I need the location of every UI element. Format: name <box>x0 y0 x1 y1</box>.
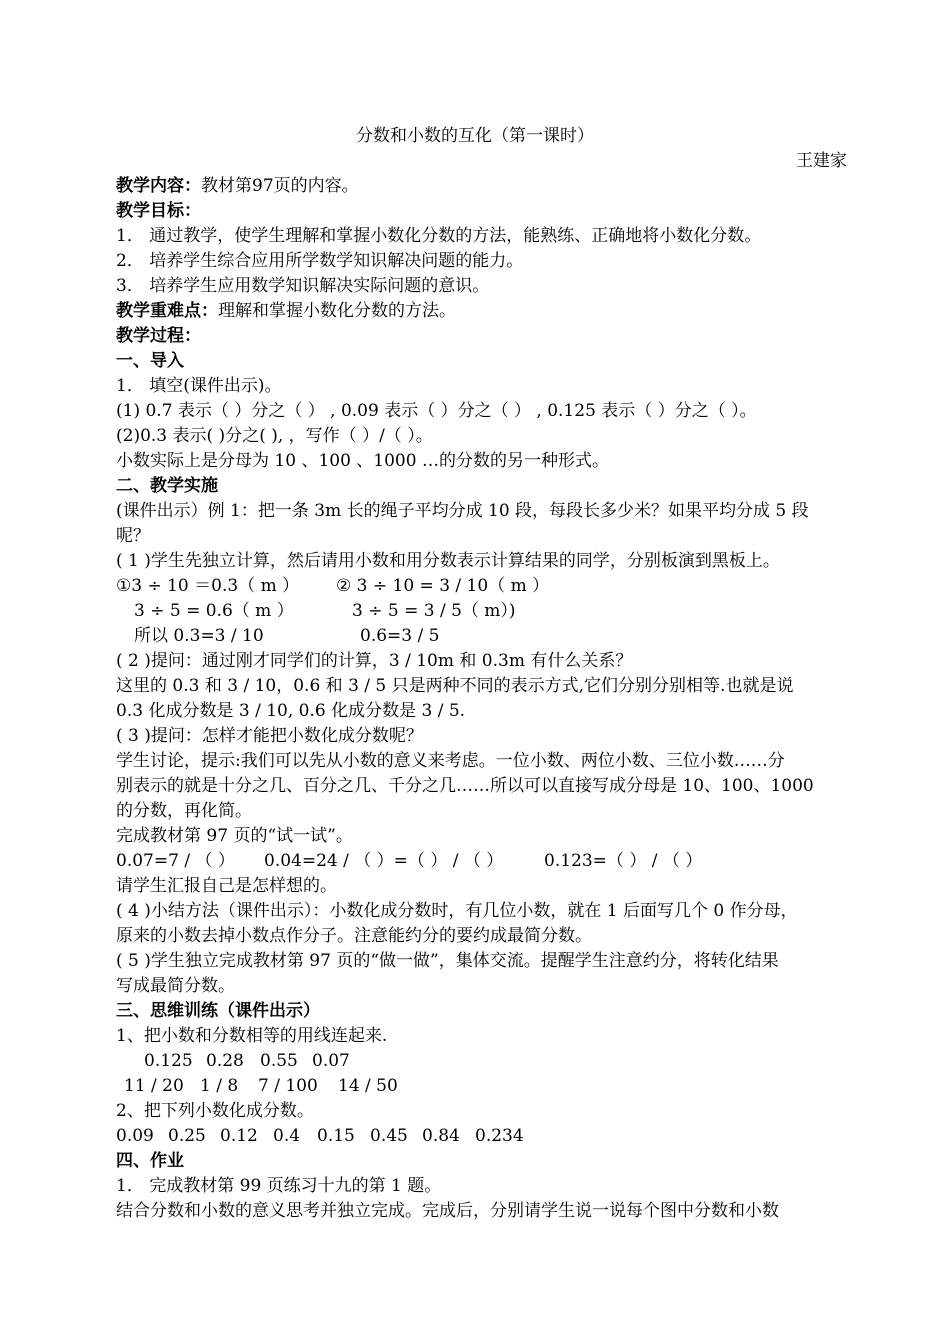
q2-value: 0.234 <box>475 1126 524 1146</box>
section2-tail: ( 5 )学生独立完成教材第 97 页的“做一做”，集体交流。提醒学生注意约分，将转化结果 <box>116 951 779 971</box>
fraction-value: 14 / 50 <box>338 1076 398 1096</box>
try-it-row <box>116 849 850 873</box>
q2-value: 0.4 <box>273 1126 301 1146</box>
teaching-content-text: 教材第97页的内容。 <box>201 176 359 196</box>
q2-value: 0.25 <box>168 1126 206 1146</box>
teaching-content <box>116 174 850 198</box>
goal-item: 1． 通过教学，使学生理解和掌握小数化分数的方法，能熟练、正确地将小数化分数。 <box>116 226 762 246</box>
section1-line: 1． 填空(课件出示)。 <box>116 376 282 396</box>
teaching-content-label: 教学内容： <box>116 176 201 196</box>
calc-fraction: 3 ÷ 5 = 3 / 5（ m）) <box>352 601 516 621</box>
difficulty-text: 理解和掌握小数化分数的方法。 <box>218 301 456 321</box>
goals-heading: 教学目标： <box>116 201 201 221</box>
goal-item: 3． 培养学生应用数学知识解决实际问题的意识。 <box>116 276 490 296</box>
decimal-value: 0.55 <box>260 1051 298 1071</box>
goal-item: 2． 培养学生综合应用所学数学知识解决问题的能力。 <box>116 251 524 271</box>
decimal-row <box>116 1049 850 1073</box>
section3-q2: 2、把下列小数化成分数。 <box>116 1101 314 1121</box>
section2-heading: 二、教学实施 <box>116 476 218 496</box>
calc-decimal: 所以 0.3=3 / 10 <box>134 626 264 646</box>
difficulty <box>116 299 850 323</box>
section3-heading: 三、思维训练（课件出示） <box>116 1001 320 1021</box>
fraction-value: 7 / 100 <box>258 1076 318 1096</box>
fraction-value: 1 / 8 <box>200 1076 239 1096</box>
section2-body: ( 2 )提问：通过刚才同学们的计算，3 / 10m 和 0.3m 有什么关系？ <box>116 651 633 671</box>
decimal-value: 0.125 <box>144 1051 193 1071</box>
doc-title: 分数和小数的互化（第一课时） <box>356 126 594 146</box>
calc-row <box>116 624 850 648</box>
calc-row <box>116 599 850 623</box>
section2-intro: 呢？ <box>116 526 150 546</box>
doc-author: 王建家 <box>796 151 847 171</box>
try-it-item: 0.123=（ ） / （ ） <box>544 851 703 871</box>
section2-tail: 原来的小数去掉小数点作分子。注意能约分的要约成最简分数。 <box>116 926 592 946</box>
section2-intro: (课件出示）例 1：把一条 3m 长的绳子平均分成 10 段，每段长多少米？如果平均分成 5 段 <box>116 501 809 521</box>
decimal-value: 0.28 <box>206 1051 244 1071</box>
section2-intro: ( 1 )学生先独立计算，然后请用小数和用分数表示计算结果的同学，分别板演到黑板上。 <box>116 551 780 571</box>
calc-decimal: 3 ÷ 5 = 0.6（ m ） <box>134 601 294 621</box>
difficulty-label: 教学重难点： <box>116 301 218 321</box>
section2-body: 学生讨论，提示:我们可以先从小数的意义来考虑。一位小数、两位小数、三位小数……分 <box>116 751 785 771</box>
section1-line: (2)0.3 表示( )分之( ), ，写作（ ）/（ ）。 <box>116 426 433 446</box>
section2-tail: 请学生汇报自己是怎样想的。 <box>116 876 337 896</box>
q2-value: 0.45 <box>370 1126 408 1146</box>
section1-line: (1) 0.7 表示（ ）分之（ ） , 0.09 表示（ ）分之（ ） , 0.125 表示（ ）分之（ ）。 <box>116 401 757 421</box>
fraction-row <box>116 1074 850 1098</box>
decimal-value: 0.07 <box>312 1051 350 1071</box>
q2-value: 0.84 <box>422 1126 460 1146</box>
try-it-item: 0.07=7 / （ ） <box>116 851 235 871</box>
calc-decimal: ①3 ÷ 10 ＝0.3（ m ） <box>116 576 300 596</box>
try-it-item: 0.04=24 / （ ）=（ ） / （ ） <box>264 851 504 871</box>
q2-value: 0.15 <box>317 1126 355 1146</box>
q2-value: 0.09 <box>116 1126 154 1146</box>
section2-body: 0.3 化成分数是 3 / 10, 0.6 化成分数是 3 / 5. <box>116 701 466 721</box>
calc-row <box>116 574 850 598</box>
calc-fraction: 0.6=3 / 5 <box>360 626 440 646</box>
section2-body: 完成教材第 97 页的“试一试”。 <box>116 826 353 846</box>
section2-tail: ( 4 )小结方法（课件出示）：小数化成分数时，有几位小数，就在 1 后面写几个 0 作分母， <box>116 901 798 921</box>
section2-body: 别表示的就是十分之几、百分之几、千分之几……所以可以直接写成分母是 10、100、1000 <box>116 776 814 796</box>
process-heading: 教学过程： <box>116 326 201 346</box>
section3-q1: 1、把小数和分数相等的用线连起来. <box>116 1026 388 1046</box>
section1-heading: 一、导入 <box>116 351 184 371</box>
section4-line: 1． 完成教材第 99 页练习十九的第 1 题。 <box>116 1176 442 1196</box>
fraction-value: 11 / 20 <box>124 1076 184 1096</box>
section1-line: 小数实际上是分母为 10 、100 、1000 …的分数的另一种形式。 <box>116 451 609 471</box>
section4-heading: 四、作业 <box>116 1151 184 1171</box>
section2-tail: 写成最简分数。 <box>116 976 235 996</box>
section2-body: 这里的 0.3 和 3 / 10，0.6 和 3 / 5 只是两种不同的表示方式,它们分别分别相等.也就是说 <box>116 676 794 696</box>
calc-fraction: ② 3 ÷ 10 = 3 / 10（ m ） <box>336 576 550 596</box>
section2-body: ( 3 )提问：怎样才能把小数化成分数呢？ <box>116 726 423 746</box>
q2-value: 0.12 <box>220 1126 258 1146</box>
section2-body: 的分数，再化简。 <box>116 801 252 821</box>
section4-line: 结合分数和小数的意义思考并独立完成。完成后，分别请学生说一说每个图中分数和小数 <box>116 1201 779 1221</box>
q2-values-row <box>116 1124 850 1148</box>
